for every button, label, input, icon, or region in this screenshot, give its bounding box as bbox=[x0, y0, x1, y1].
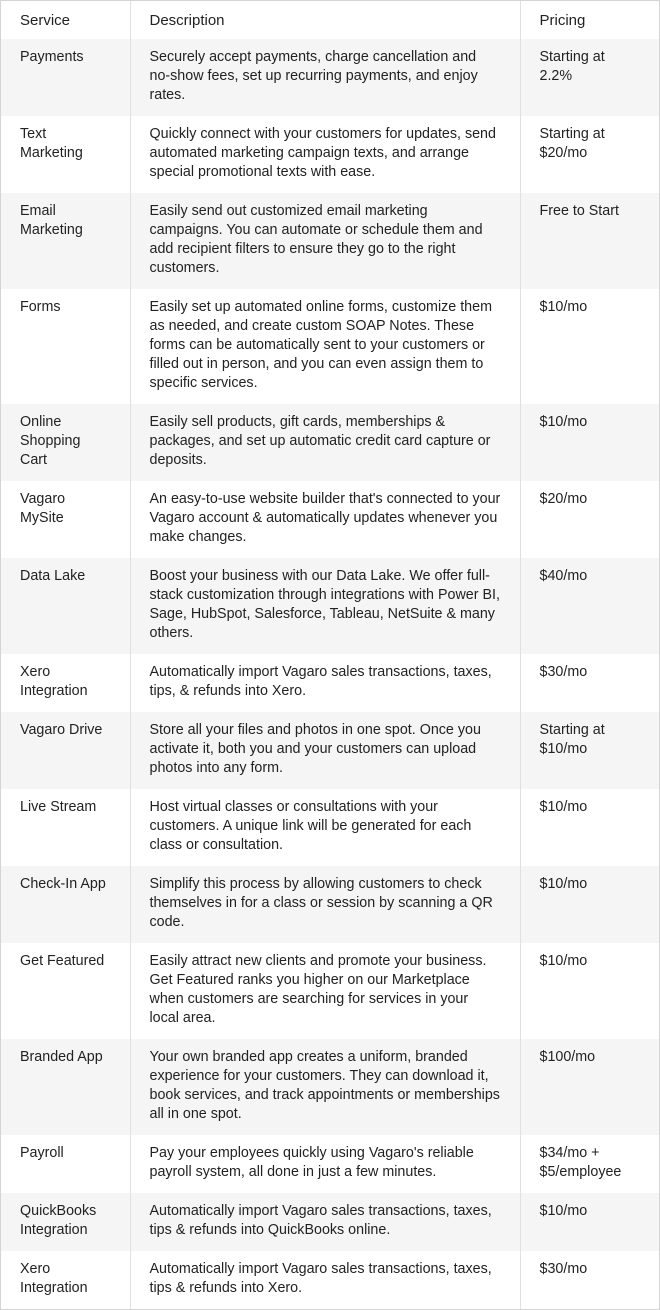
cell-description: Automatically import Vagaro sales transactions, taxes, tips & refunds into Xero. bbox=[130, 1251, 520, 1309]
cell-description: Host virtual classes or consultations with your customers. A unique link will be generated for each class or consultation. bbox=[130, 789, 520, 866]
table-row bbox=[1, 943, 659, 1039]
cell-pricing: $10/mo bbox=[539, 299, 588, 315]
cell-pricing: Starting at 2.2% bbox=[539, 49, 605, 84]
table-header bbox=[1, 1, 659, 39]
table-row bbox=[1, 789, 659, 866]
cell-pricing: $30/mo bbox=[539, 664, 588, 680]
cell-pricing: Starting at $10/mo bbox=[539, 722, 605, 757]
cell-pricing: Free to Start bbox=[539, 203, 619, 219]
cell-pricing: $10/mo bbox=[539, 1203, 588, 1219]
table-row bbox=[1, 289, 659, 404]
table-row bbox=[1, 1251, 659, 1309]
services-table bbox=[1, 1, 659, 1309]
cell-description: Easily attract new clients and promote your business. Get Featured ranks you higher on our Marketplace when customers are searching for services in your local area. bbox=[130, 943, 520, 1039]
cell-pricing: $100/mo bbox=[539, 1049, 596, 1065]
cell-service: Payroll bbox=[1, 1135, 130, 1193]
cell-service: Payments bbox=[1, 39, 130, 116]
cell-pricing: $10/mo bbox=[539, 414, 588, 430]
cell-description: Easily set up automated online forms, customize them as needed, and create custom SOAP Notes. These forms can be automatically sent to your customers or filled out in person, and you can even assign them to specific services. bbox=[130, 289, 520, 404]
cell-pricing: $34/mo + $5/employee bbox=[539, 1145, 622, 1180]
cell-service: Data Lake bbox=[1, 558, 130, 654]
cell-description: Easily sell products, gift cards, memberships & packages, and set up automatic credit card capture or deposits. bbox=[130, 404, 520, 481]
cell-service: Branded App bbox=[1, 1039, 130, 1135]
table-row bbox=[1, 712, 659, 789]
table-row bbox=[1, 481, 659, 558]
cell-pricing: $30/mo bbox=[539, 1261, 588, 1277]
cell-pricing: $40/mo bbox=[539, 568, 588, 584]
cell-service: Text Marketing bbox=[1, 116, 130, 193]
cell-description: Automatically import Vagaro sales transactions, taxes, tips & refunds into QuickBooks online. bbox=[130, 1193, 520, 1251]
cell-service: Forms bbox=[1, 289, 130, 404]
table-row bbox=[1, 1039, 659, 1135]
cell-service: Check-In App bbox=[1, 866, 130, 943]
cell-service: Online Shopping Cart bbox=[1, 404, 130, 481]
table-row bbox=[1, 1193, 659, 1251]
cell-service: Xero Integration bbox=[1, 654, 130, 712]
cell-pricing: $10/mo bbox=[539, 953, 588, 969]
cell-description: Your own branded app creates a uniform, branded experience for your customers. They can download it, book services, and track appointments or memberships all in one spot. bbox=[130, 1039, 520, 1135]
cell-pricing: $10/mo bbox=[539, 876, 588, 892]
table-row bbox=[1, 558, 659, 654]
table-row bbox=[1, 39, 659, 116]
cell-description: Automatically import Vagaro sales transactions, taxes, tips, & refunds into Xero. bbox=[130, 654, 520, 712]
header-service: Service bbox=[1, 1, 130, 39]
cell-pricing: $20/mo bbox=[539, 491, 588, 507]
cell-service: Get Featured bbox=[1, 943, 130, 1039]
cell-description: Boost your business with our Data Lake. We offer full-stack customization through integrations with Power BI, Sage, HubSpot, Salesforce, Tableau, NetSuite & many others. bbox=[130, 558, 520, 654]
cell-description: Store all your files and photos in one spot. Once you activate it, both you and your customers can upload photos into any form. bbox=[130, 712, 520, 789]
cell-service: QuickBooks Integration bbox=[1, 1193, 130, 1251]
header-row bbox=[1, 1, 659, 39]
cell-description: Securely accept payments, charge cancellation and no-show fees, set up recurring payments, and enjoy rates. bbox=[130, 39, 520, 116]
table-row bbox=[1, 1135, 659, 1193]
table-row bbox=[1, 866, 659, 943]
table-row bbox=[1, 404, 659, 481]
header-pricing: Pricing bbox=[539, 12, 586, 29]
cell-pricing: Starting at $20/mo bbox=[539, 126, 605, 161]
cell-service: Xero Integration bbox=[1, 1251, 130, 1309]
cell-description: Simplify this process by allowing customers to check themselves in for a class or session by scanning a QR code. bbox=[130, 866, 520, 943]
table-body bbox=[1, 39, 659, 1309]
cell-description: Quickly connect with your customers for updates, send automated marketing campaign texts, and arrange special promotional texts with ease. bbox=[130, 116, 520, 193]
header-description: Description bbox=[130, 1, 520, 39]
table-row bbox=[1, 193, 659, 289]
table-row bbox=[1, 654, 659, 712]
cell-description: An easy-to-use website builder that's connected to your Vagaro account & automatically updates whenever you make changes. bbox=[130, 481, 520, 558]
cell-pricing: $10/mo bbox=[539, 799, 588, 815]
cell-description: Easily send out customized email marketing campaigns. You can automate or schedule them and add recipient filters to ensure they go to the right customers. bbox=[130, 193, 520, 289]
cell-service: Vagaro MySite bbox=[1, 481, 130, 558]
table-row bbox=[1, 116, 659, 193]
cell-service: Vagaro Drive bbox=[1, 712, 130, 789]
cell-service: Email Marketing bbox=[1, 193, 130, 289]
cell-service: Live Stream bbox=[1, 789, 130, 866]
cell-description: Pay your employees quickly using Vagaro's reliable payroll system, all done in just a few minutes. bbox=[130, 1135, 520, 1193]
